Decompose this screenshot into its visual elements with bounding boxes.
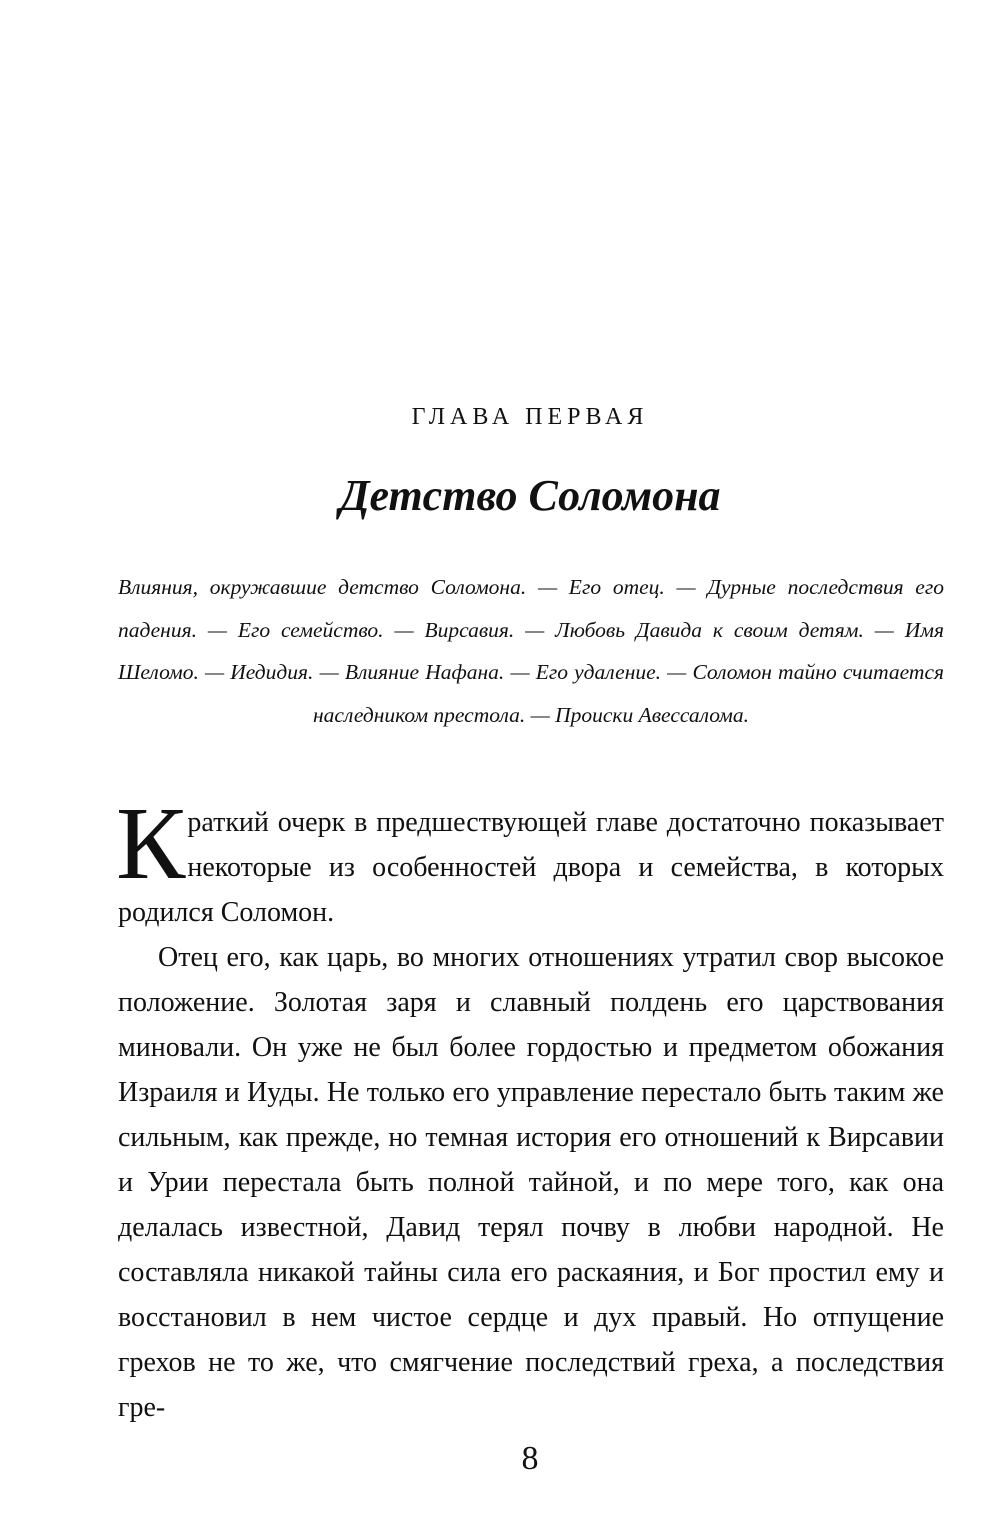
paragraph-first-text: раткий очерк в предшествующей главе достаточно показывает некоторые из особенностей двора и семейства, в которых родился Соломон. xyxy=(118,807,944,928)
chapter-title: Детство Соломона xyxy=(339,471,721,520)
drop-cap: К xyxy=(116,786,186,901)
paragraph-first xyxy=(116,786,944,935)
chapter-body xyxy=(116,786,944,1430)
chapter-label: ГЛАВА ПЕРВАЯ xyxy=(411,404,649,430)
page-number: 8 xyxy=(521,1440,539,1477)
paragraph-second: Отец его, как царь, во многих отношениях утратил свор высокое положение. Золотая заря и славный полдень его царствования миновали. Он уже не был более гордостью и предметом обожания Израиля и Иуды. Не только его управление перестало быть таким же сильным, как прежде, но темная история его отношений к Вирсавии и Урии перестала быть полной тайной, и по мере того, как она делалась известной, Давид терял почву в любви народной. Не составляла никакой тайны сила его раскаяния, и Бог простил ему и восстановил в нем чистое сердце и дух правый. Но отпущение грехов не то же, что смягчение последствий греха, а последствия гре- xyxy=(118,942,944,1423)
chapter-summary: Влияния, окружавшие детство Соломона. — Его отец. — Дурные последствия его падения. — Его семейство. — Вирсавия. — Любовь Давида к своим детям. — Имя Шеломо. — Иедидия. — Влияние Нафана. — Его удаление. — Соломон тайно считается наследником престола. — Происки Авессалома. xyxy=(118,575,944,727)
